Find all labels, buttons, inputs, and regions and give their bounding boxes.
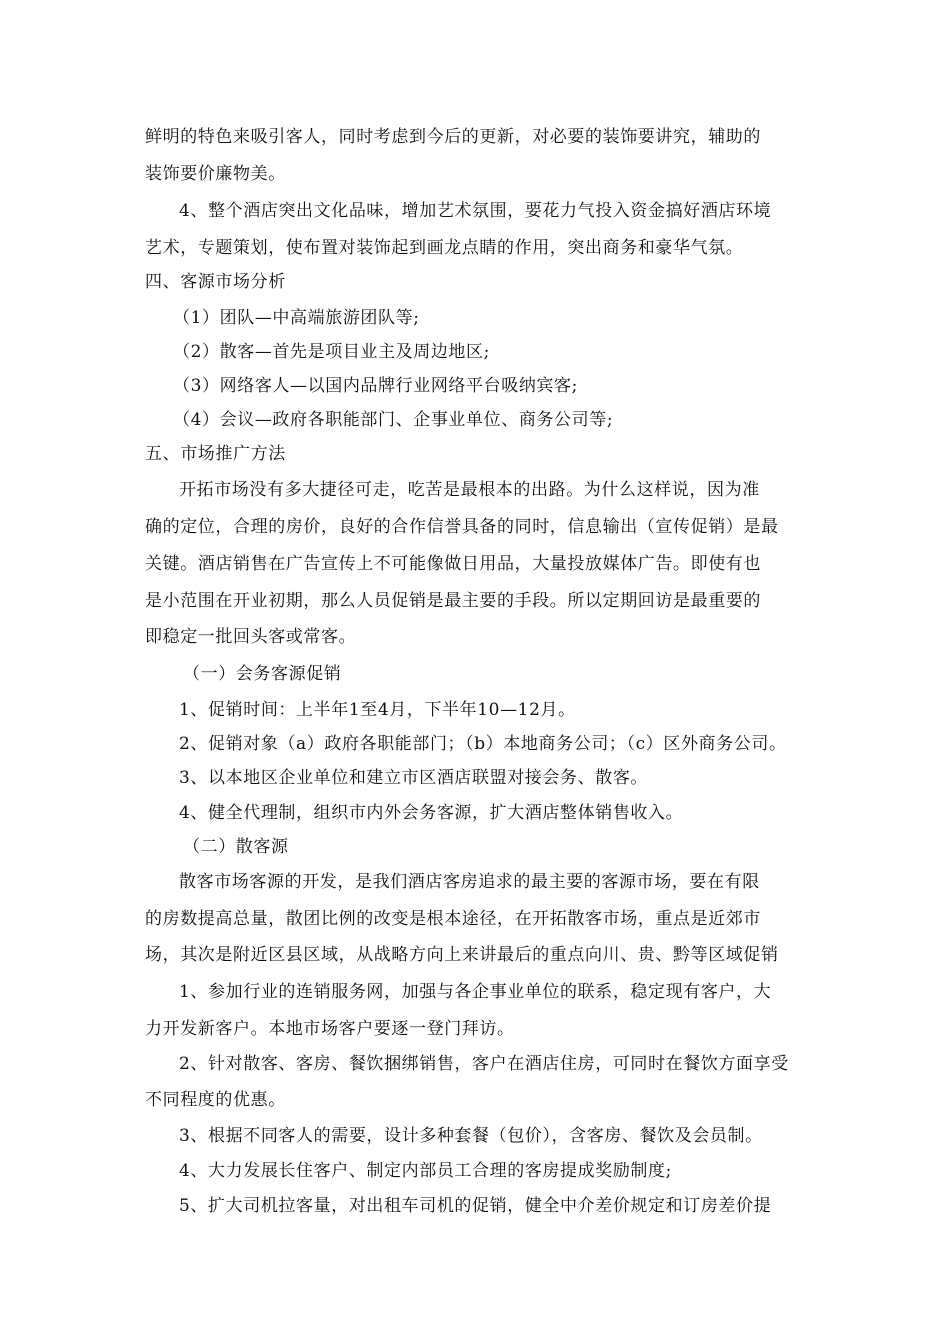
list-item: （1）团队—中高端旅游团队等; (173, 308, 420, 328)
list-item: 3、根据不同客人的需要，设计多种套餐（包价），含客房、餐饮及会员制。 (179, 1126, 763, 1146)
section-heading: 五、市场推广方法 (145, 444, 286, 464)
paragraph-line: 力开发新客户。本地市场客户要逐一登门拜访。 (145, 1019, 515, 1039)
list-item: 2、促销对象（a）政府各职能部门；（b）本地商务公司；（c）区外商务公司。 (179, 734, 787, 754)
list-item: 1、促销时间：上半年1至4月，下半年10—12月。 (179, 700, 576, 720)
list-item: （2）散客—首先是项目业主及周边地区; (173, 342, 490, 362)
list-item: 5、扩大司机拉客量，对出租车司机的促销，健全中介差价规定和订房差价提 (179, 1196, 772, 1216)
paragraph-line: 不同程度的优惠。 (145, 1090, 286, 1110)
subsection-heading: （二）散客源 (183, 837, 289, 857)
paragraph-line: 的房数提高总量，散团比例的改变是根本途径，在开拓散客市场，重点是近郊市 (145, 909, 761, 929)
paragraph-line: 关键。酒店销售在广告宣传上不可能像做日用品，大量投放媒体广告。即使有也 (145, 554, 761, 574)
list-item: 1、参加行业的连销服务网，加强与各企事业单位的联系，稳定现有客户，大 (179, 982, 772, 1002)
list-item: 3、以本地区企业单位和建立市区酒店联盟对接会务、散客。 (179, 768, 649, 788)
list-item: （3）网络客人—以国内品牌行业网络平台吸纳宾客; (173, 376, 578, 396)
subsection-heading: （一）会务客源促销 (183, 664, 342, 684)
paragraph-line: 鲜明的特色来吸引客人，同时考虑到今后的更新，对必要的装饰要讲究，辅助的 (145, 127, 761, 147)
paragraph-line: 散客市场客源的开发，是我们酒店客房追求的最主要的客源市场，要在有限 (179, 872, 760, 892)
list-item: （4）会议—政府各职能部门、企事业单位、商务公司等; (173, 410, 614, 430)
section-heading: 四、客源市场分析 (145, 272, 286, 292)
paragraph-line: 即稳定一批回头客或常客。 (145, 627, 357, 647)
paragraph-line: 场，其次是附近区县区域，从战略方向上来讲最后的重点向川、贵、黔等区域促销 (145, 945, 779, 965)
paragraph-line: 是小范围在开业初期，那么人员促销是最主要的手段。所以定期回访是最重要的 (145, 591, 761, 611)
paragraph-line: 艺术，专题策划，使布置对装饰起到画龙点睛的作用，突出商务和豪华气氛。 (145, 238, 744, 258)
paragraph-line: 装饰要价廉物美。 (145, 164, 286, 184)
list-item: 2、针对散客、客房、餐饮捆绑销售，客户在酒店住房，可同时在餐饮方面享受 (179, 1054, 789, 1074)
paragraph-line: 4、整个酒店突出文化品味，增加艺术氛围，要花力气投入资金搞好酒店环境 (179, 201, 772, 221)
paragraph-line: 确的定位，合理的房价，良好的合作信誉具备的同时，信息输出（宣传促销）是最 (145, 517, 779, 537)
list-item: 4、健全代理制，组织市内外会务客源，扩大酒店整体销售收入。 (179, 803, 684, 823)
paragraph-line: 开拓市场没有多大捷径可走，吃苦是最根本的出路。为什么这样说，因为准 (179, 480, 760, 500)
list-item: 4、大力发展长住客户、制定内部员工合理的客房提成奖励制度; (179, 1161, 672, 1181)
